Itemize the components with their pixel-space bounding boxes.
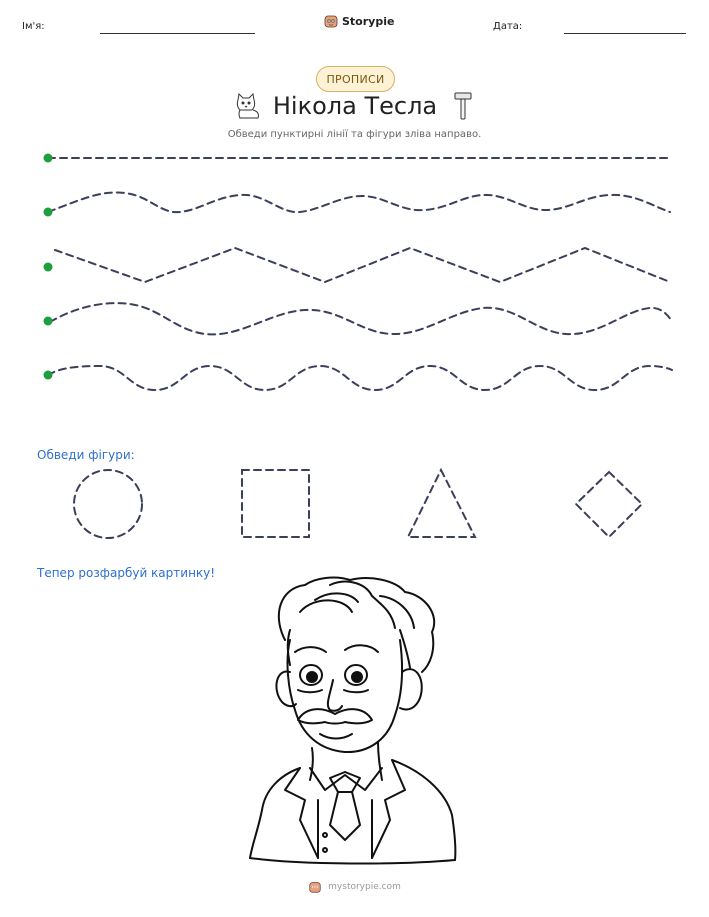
brand-name: Storypie (342, 14, 395, 28)
footer (0, 880, 709, 894)
page-title: Нікола Тесла (272, 92, 438, 120)
name-label: Ім'я: (22, 21, 45, 32)
date-label: Дата: (493, 21, 523, 32)
coloring-label: Тепер розфарбуй картинку! (37, 566, 216, 580)
instructions: Обведи пунктирні лінії та фігури зліва направо. (227, 129, 482, 140)
storypie-logo-icon (308, 880, 322, 894)
worksheet-type-badge: ПРОПИСИ (316, 66, 395, 92)
footer-url[interactable]: mystorypie.com (328, 882, 401, 892)
shapes-label: Обведи фігури: (37, 448, 135, 462)
